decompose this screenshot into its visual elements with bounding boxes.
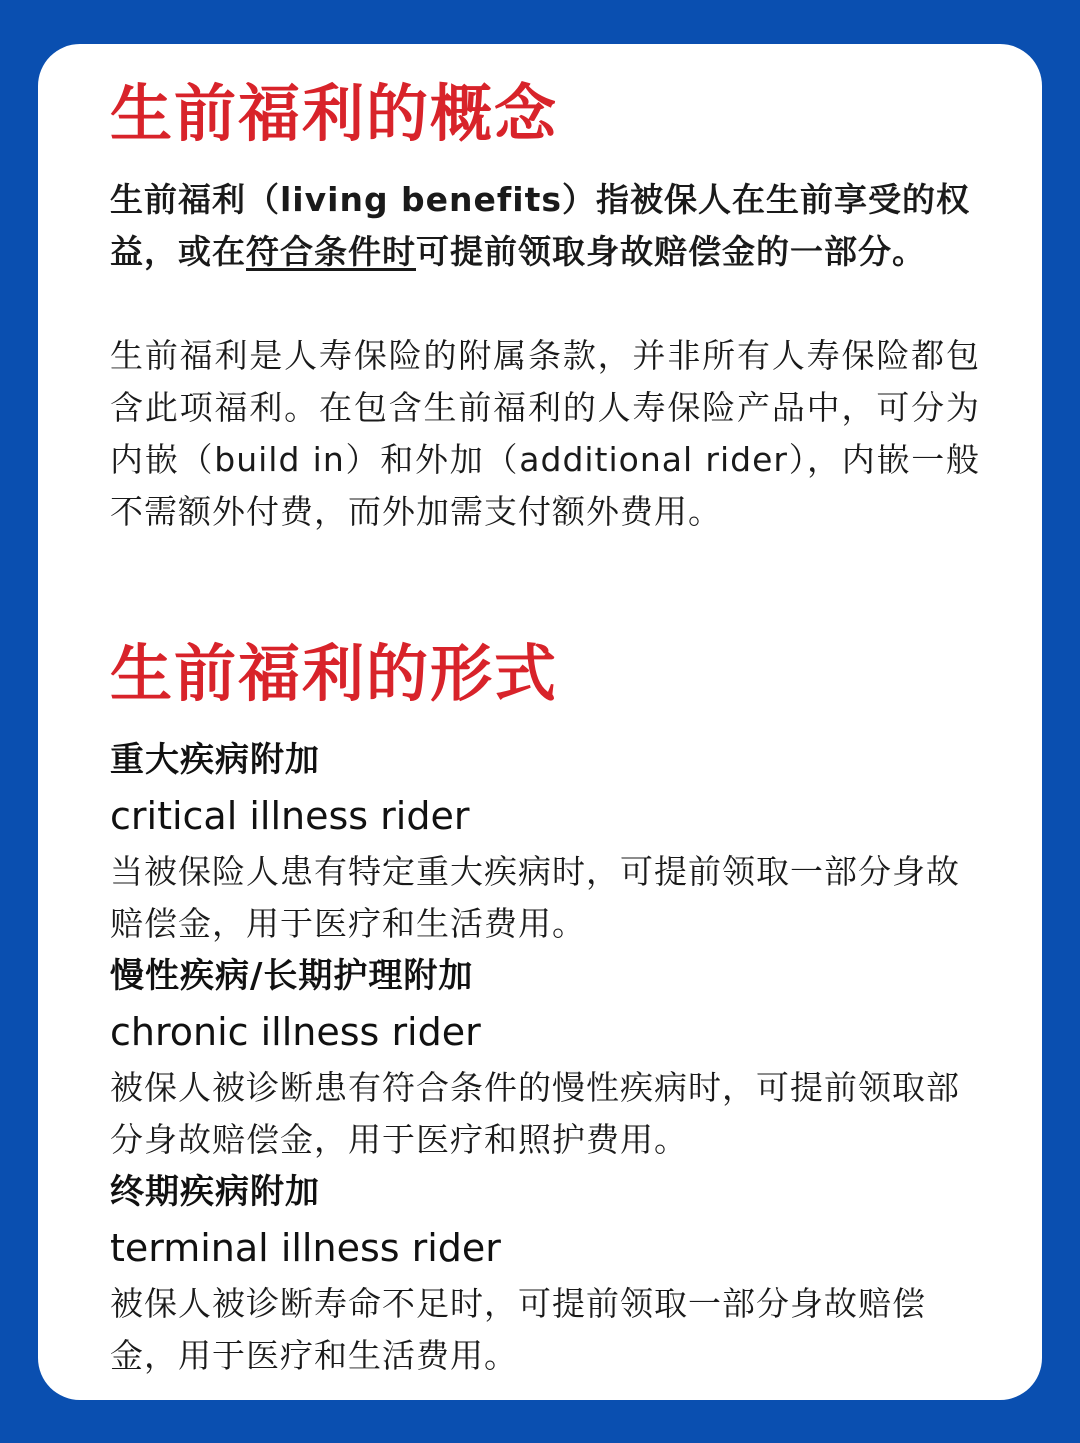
form-item-en-title: critical illness rider [110,794,470,838]
definition-text-start: 生前福利（living benefits）指被保人在生前享受的权益，或在 [110,180,971,271]
form-item-description: 被保人被诊断患有符合条件的慢性疾病时，可提前领取部分身故赔偿金，用于医疗和照护费用。 [110,1068,960,1159]
concept-title: 生前福利的概念 [110,77,559,150]
form-item-terminal [110,1166,990,1382]
form-item-en-title: terminal illness rider [110,1226,501,1270]
form-item-cn-title: 慢性疾病/长期护理附加 [110,956,474,996]
form-item-critical [110,734,990,950]
form-item-description: 被保人被诊断寿命不足时，可提前领取一部分身故赔偿金，用于医疗和生活费用。 [110,1284,926,1375]
forms-list [110,734,990,1382]
concept-body: 生前福利是人寿保险的附属条款，并非所有人寿保险都包含此项福利。在包含生前福利的人寿保险产品中，可分为内嵌（build in）和外加（additional rider），内嵌一般不需额外付费，而外加需支付额外费用。 [110,336,980,531]
form-item-chronic [110,950,990,1166]
definition-underlined-text: 符合条件时 [246,232,416,271]
form-item-en-title: chronic illness rider [110,1010,481,1054]
definition-text-end: 可提前领取身故赔偿金的一部分。 [416,232,926,271]
form-item-cn-title: 终期疾病附加 [110,1172,320,1212]
forms-title: 生前福利的形式 [110,637,559,710]
form-item-cn-title: 重大疾病附加 [110,740,320,780]
content-card [38,44,1042,1400]
concept-definition [110,174,980,278]
form-item-description: 当被保险人患有特定重大疾病时，可提前领取一部分身故赔偿金，用于医疗和生活费用。 [110,852,960,943]
